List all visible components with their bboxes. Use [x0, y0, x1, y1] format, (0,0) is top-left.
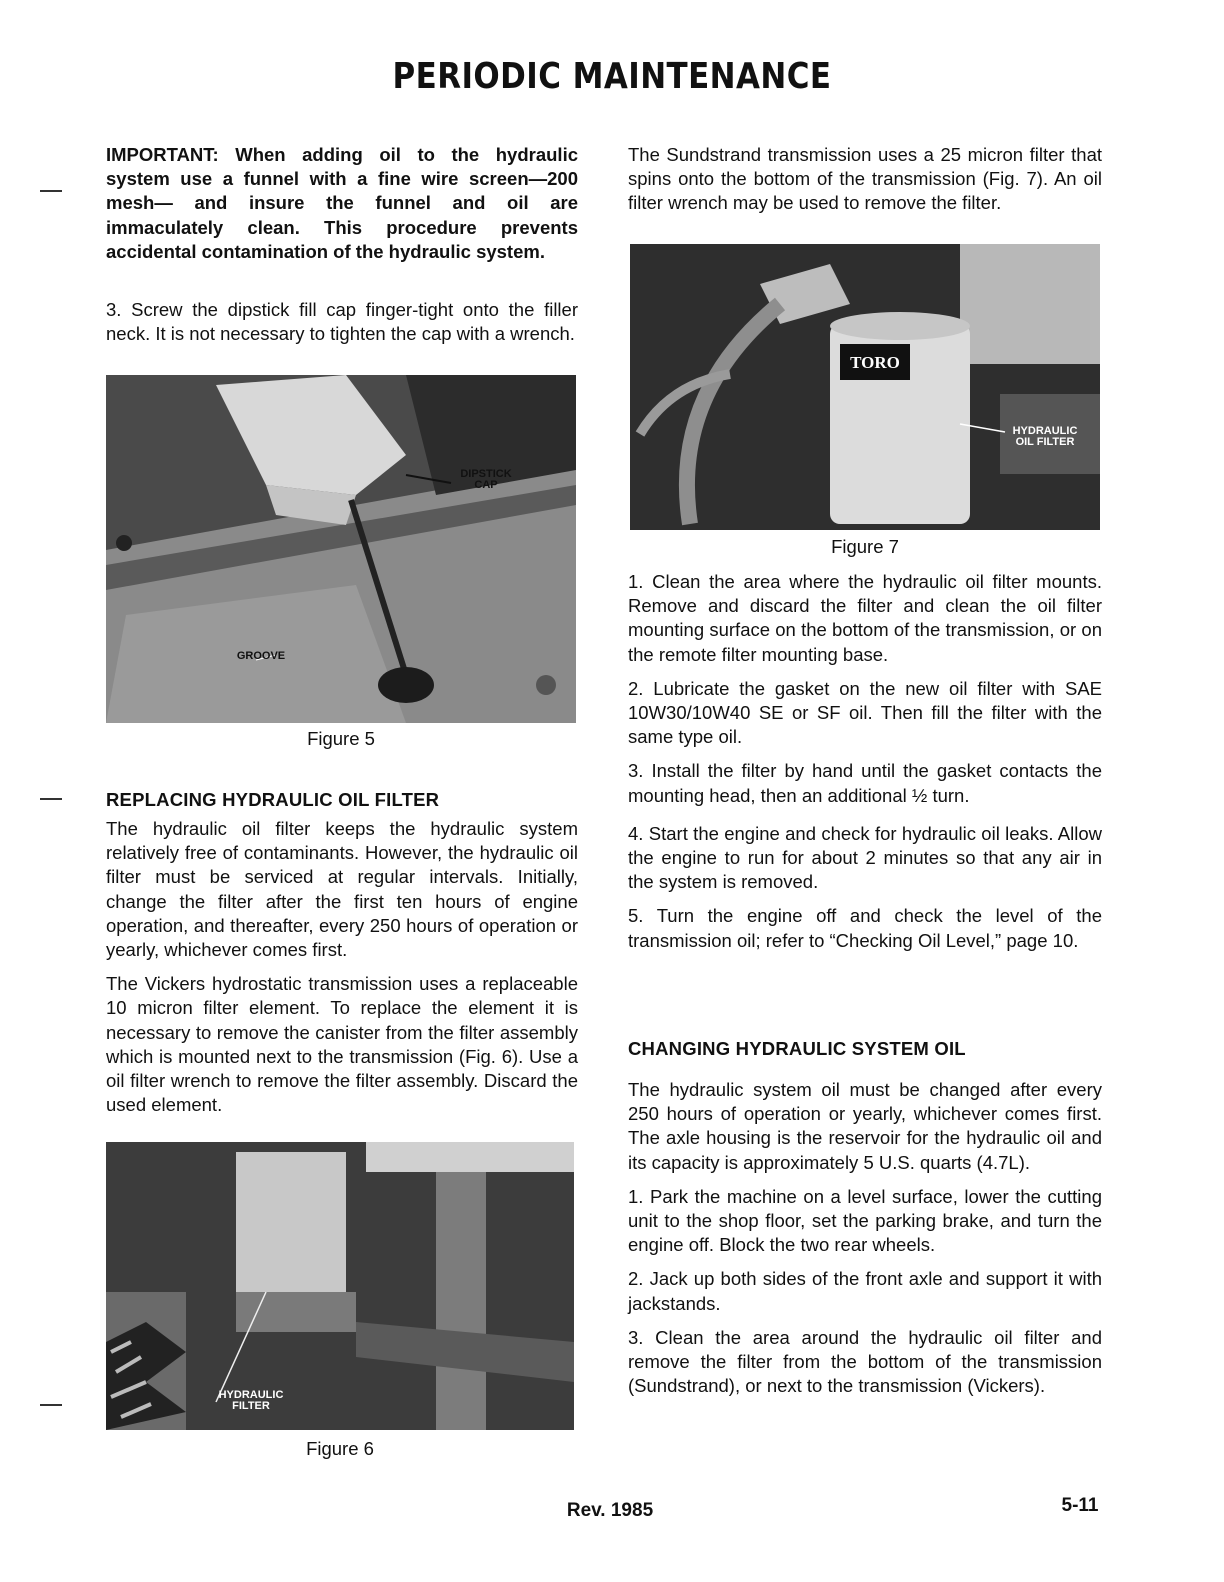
label-dipstick-cap — [451, 469, 521, 491]
margin-mark — [40, 190, 62, 192]
figure-5-illustration — [106, 375, 576, 723]
label-hydraulic-oil-filter — [1000, 426, 1090, 448]
para-sundstrand: The Sundstrand transmission uses a 25 micron filter that spins onto the bottom of the transmission (Fig. 7). An oil filter wrench may be used to remove the filter. — [628, 144, 1102, 214]
footer-revision: Rev. 1985 — [566, 1500, 654, 1521]
oil-step-1: 1. Park the machine on a level surface, lower the cutting unit to the shop floor, set the parking brake, and turn the engine off. Block the two rear wheels. — [628, 1185, 1102, 1256]
label-groove: GROOVE — [236, 650, 286, 662]
margin-mark — [40, 798, 62, 800]
figure-5-photo — [106, 375, 576, 723]
label-dipstick-line1: DIPSTICK — [460, 468, 512, 480]
figure-7-illustration — [630, 244, 1100, 530]
para-sundstrand-block — [628, 143, 1102, 216]
heading-changing-oil: CHANGING HYDRAULIC SYSTEM OIL — [628, 1038, 966, 1059]
page-title: PERIODIC MAINTENANCE — [392, 56, 832, 97]
figure-7-caption: Figure 7 — [831, 536, 899, 557]
important-note — [106, 143, 578, 264]
heading-replacing-filter: REPLACING HYDRAULIC OIL FILTER — [106, 789, 440, 810]
figure-6-illustration — [106, 1142, 574, 1430]
important-text: IMPORTANT: When adding oil to the hydraulic system use a funnel with a fine wire screen—200 mesh— and insure the funnel and oil are immaculately clean. This procedure prevents accidental contamination of the hydraulic system. — [106, 144, 578, 262]
label-dipstick-line2: CAP — [474, 479, 498, 491]
label-fig7-line2: OIL FILTER — [1015, 436, 1075, 448]
oil-step-2: 2. Jack up both sides of the front axle and support it with jackstands. — [628, 1268, 1102, 1314]
figure-6-caption: Figure 6 — [306, 1438, 374, 1459]
label-fig7-line1: HYDRAULIC — [1012, 425, 1078, 437]
para-filter: The hydraulic oil filter keeps the hydraulic system relatively free of contaminants. However, the hydraulic oil filter must be serviced at regular intervals. Initially, change the filter after the first ten hours of engine operation, and thereafter, every 250 hours of operation or yearly, whichever comes first. — [106, 818, 578, 961]
filter-step-3: 3. Install the filter by hand until the gasket contacts the mounting head, then an additional ½ turn. — [628, 760, 1102, 806]
section-changing — [628, 1038, 1102, 1398]
margin-mark — [40, 1404, 62, 1406]
step-3-text: 3. Screw the dipstick fill cap finger-tight onto the filler neck. It is not necessary to tighten the cap with a wrench. — [106, 299, 578, 345]
filter-steps — [628, 570, 1102, 953]
figure-5-caption: Figure 5 — [307, 728, 375, 749]
oil-step-3: 3. Clean the area around the hydraulic oil filter and remove the filter from the bottom of the transmission (Sundstrand), or next to the transmission (Vickers). — [628, 1326, 1102, 1397]
page-number: 5-11 — [1061, 1495, 1099, 1516]
section-replacing — [106, 789, 578, 1117]
label-fig6-line1: HYDRAULIC — [218, 1389, 284, 1401]
filter-step-2: 2. Lubricate the gasket on the new oil filter with SAE 10W30/10W40 SE or SF oil. Then fill the filter with the same type oil. — [628, 677, 1102, 748]
filter-step-4: 4. Start the engine and check for hydraulic oil leaks. Allow the engine to run for about 2 minutes so that any air in the system is removed. — [628, 822, 1102, 893]
step-3-dipstick — [106, 298, 578, 346]
label-hydraulic-filter — [206, 1390, 296, 1412]
filter-step-1: 1. Clean the area where the hydraulic oil filter mounts. Remove and discard the filter and clean the oil filter mounting surface on the bottom of the transmission, or on the remote filter mounting base. — [628, 571, 1102, 665]
figure-6-photo — [106, 1142, 574, 1430]
label-fig6-line2: FILTER — [232, 1400, 270, 1412]
toro-logo-text: TORO — [850, 353, 900, 372]
filter-step-5: 5. Turn the engine off and check the level of the transmission oil; refer to “Checking Oil Level,” page 10. — [628, 905, 1102, 951]
figure-7-photo — [630, 244, 1100, 530]
para-changing: The hydraulic system oil must be changed after every 250 hours of operation or yearly, whichever comes first. The axle housing is the reservoir for the hydraulic oil and its capacity is approximately 5 U.S. quarts (4.7L). — [628, 1079, 1102, 1173]
para-vickers: The Vickers hydrostatic transmission uses a replaceable 10 micron filter element. To replace the element it is necessary to remove the canister from the filter assembly which is mounted next to the transmission (Fig. 6). Use a oil filter wrench to remove the filter assembly. Discard the used element. — [106, 973, 578, 1116]
